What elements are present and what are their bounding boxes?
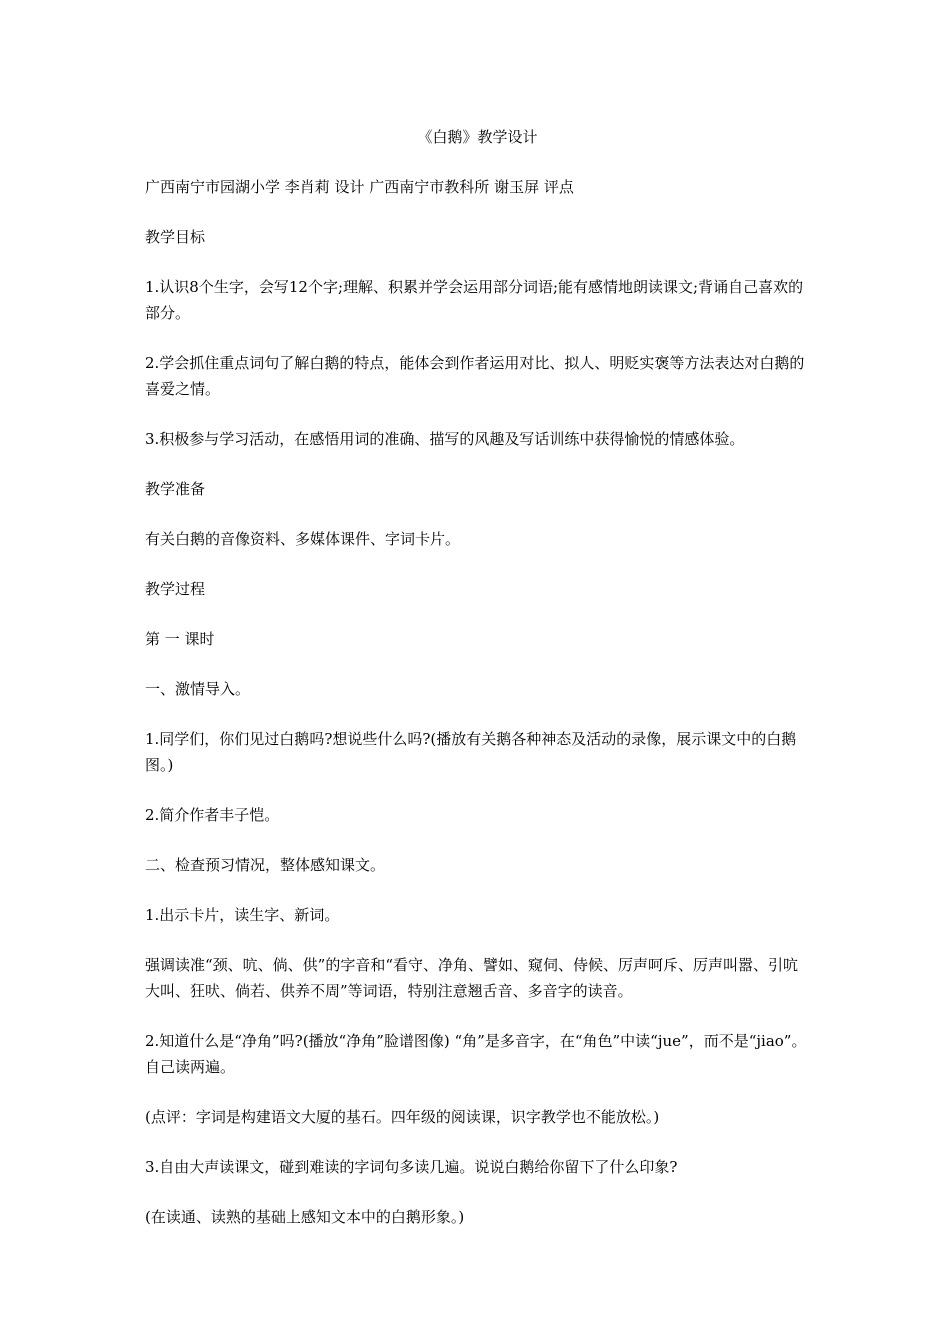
document-body (145, 124, 810, 1254)
preparation-text: 有关白鹅的音像资料、多媒体课件、字词卡片。 (145, 530, 461, 548)
goal-item-2: 2.学会抓住重点词句了解白鹅的特点，能体会到作者运用对比、拟人、明贬实褒等方法表达对白鹅的喜爱之情。 (145, 354, 805, 398)
step-2-item-3: 3.自由大声读课文，碰到难读的字词句多读几遍。说说白鹅给你留下了什么印象? (145, 1158, 678, 1176)
step-2-item-1: 1.出示卡片，读生字、新词。 (145, 906, 340, 924)
lesson-heading-first: 第 一 课时 (145, 630, 215, 648)
author-line: 广西南宁市园湖小学 李肖莉 设计 广西南宁市教科所 谢玉屏 评点 (145, 178, 574, 196)
step-2-item-2: 2.知道什么是“净角”吗?(播放“净角”脸谱图像) “角”是多音字，在“角色”中读“jue”，而不是“jiao”。自己读两遍。 (145, 1032, 807, 1076)
step-2-note: (在读通、读熟的基础上感知文本中的白鹅形象。) (145, 1208, 465, 1226)
goal-item-3: 3.积极参与学习活动，在感悟用词的准确、描写的风趣及写话训练中获得愉悦的情感体验。 (145, 430, 745, 448)
section-heading-preparation: 教学准备 (145, 480, 206, 498)
step-1-item-1: 1.同学们，你们见过白鹅吗?想说些什么吗?(播放有关鹅各种神态及活动的录像，展示课文中的白鹅图。) (145, 730, 797, 774)
step-2-emphasis: 强调读准“颈、吭、倘、供”的字音和“看守、净角、譬如、窥伺、侍候、厉声呵斥、厉声叫嚣、引吭大叫、狂吠、倘若、供养不周”等词语，特别注意翘舌音、多音字的读音。 (145, 956, 799, 1000)
step-1-item-2: 2.简介作者丰子恺。 (145, 806, 280, 824)
goal-item-1: 1.认识8个生字，会写12个字;理解、积累并学会运用部分词语;能有感情地朗读课文;背诵自己喜欢的部分。 (145, 278, 804, 322)
step-heading-2: 二、检查预习情况，整体感知课文。 (145, 856, 386, 874)
comment-note: (点评：字词是构建语文大厦的基石。四年级的阅读课，识字教学也不能放松。) (145, 1108, 660, 1126)
step-heading-1: 一、激情导入。 (145, 680, 251, 698)
section-heading-process: 教学过程 (145, 580, 206, 598)
document-title: 《白鹅》教学设计 (417, 128, 538, 146)
section-heading-goals: 教学目标 (145, 228, 206, 246)
